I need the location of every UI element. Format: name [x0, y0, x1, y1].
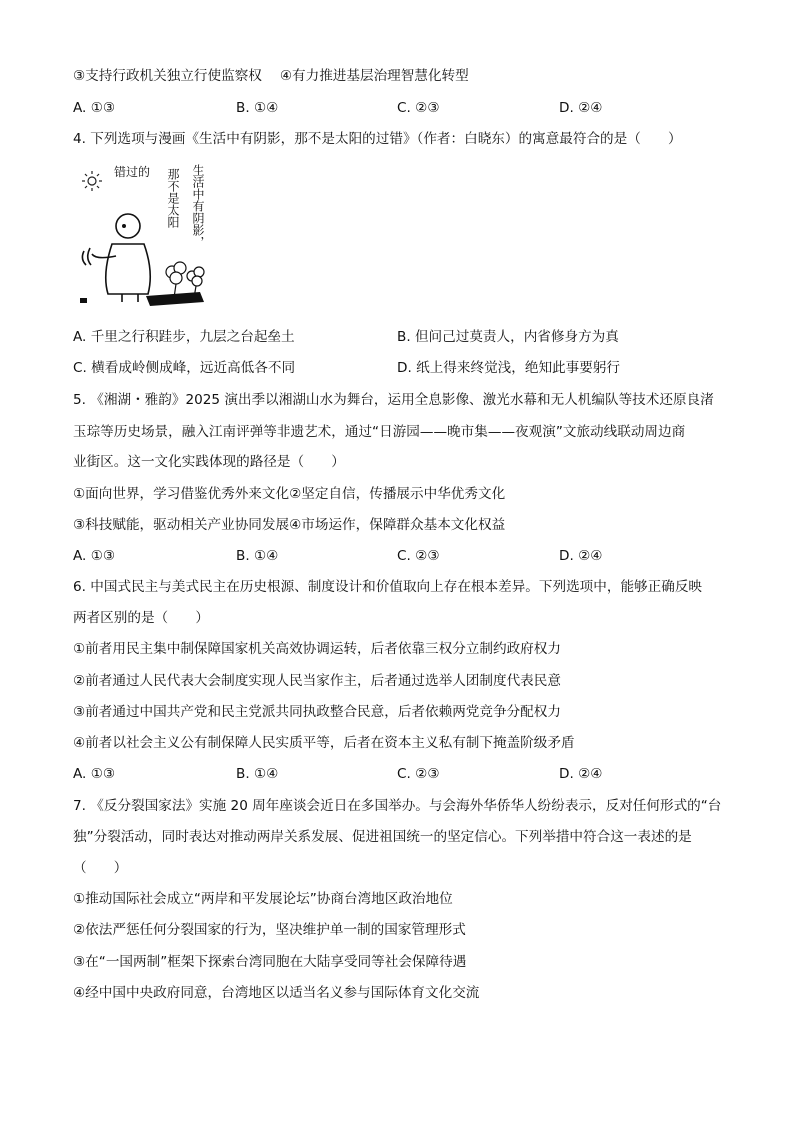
q6-item-2: ②前者通过人民代表大会制度实现人民当家作主，后者通过选举人团制度代表民意 — [73, 673, 561, 689]
sun-icon — [82, 171, 102, 191]
q7-item-3: ③在“一国两制”框架下探索台湾同胞在大陆享受同等社会保障待遇 — [73, 954, 467, 970]
q6-item-4: ④前者以社会主义公有制保障人民实质平等，后者在资本主义私有制下掩盖阶级矛盾 — [73, 735, 575, 751]
option-c: C. ②③ — [397, 766, 440, 782]
cartoon-horizontal-title: 错过的 — [114, 165, 151, 179]
option-b: B. ①④ — [236, 766, 279, 782]
option-a: A. 千里之行积跬步，九层之台起垒土 — [73, 329, 295, 345]
q7-stem-line-3: （ ） — [73, 860, 128, 876]
option-d: D. ②④ — [559, 100, 603, 116]
option-c: C. ②③ — [397, 100, 440, 116]
option-b: B. ①④ — [236, 100, 279, 116]
cartoon-illustration — [76, 156, 224, 308]
cartoon-vertical-text-1: 那不是太阳 — [166, 168, 180, 228]
q5-item-line-1: ①面向世界，学习借鉴优秀外来文化②坚定自信，传播展示中华优秀文化 — [73, 486, 506, 502]
q6-item-3: ③前者通过中国共产党和民主党派共同执政整合民意，后者依赖两党竞争分配权力 — [73, 704, 561, 720]
option-a: A. ①③ — [73, 100, 116, 116]
option-a: A. ①③ — [73, 548, 116, 564]
q7-item-1: ①推动国际社会成立“两岸和平发展论坛”协商台湾地区政治地位 — [73, 891, 453, 907]
q6-stem-line-1: 6. 中国式民主与美式民主在历史根源、制度设计和价值取向上存在根本差异。下列选项中，能够正确反映 — [73, 579, 703, 595]
option-d: D. 纸上得来终觉浅，绝知此事要躬行 — [397, 360, 621, 376]
person-figure — [82, 214, 150, 302]
q5-stem-line-3: 业街区。这一文化实践体现的路径是（ ） — [73, 454, 345, 470]
cartoon-vertical-text-2: 生活中有阴影， — [191, 164, 205, 248]
option-d: D. ②④ — [559, 548, 603, 564]
option-a: A. ①③ — [73, 766, 116, 782]
option-c: C. 横看成岭侧成峰，远近高低各不同 — [73, 360, 296, 376]
q4-stem: 4. 下列选项与漫画《生活中有阴影，那不是太阳的过错》（作者：白晓东）的寓意最符合的是（ ） — [73, 131, 682, 147]
option-c: C. ②③ — [397, 548, 440, 564]
q3-items-line: ③支持行政机关独立行使监察权 ④有力推进基层治理智慧化转型 — [73, 68, 469, 84]
q7-item-4: ④经中国中央政府同意，台湾地区以适当名义参与国际体育文化交流 — [73, 985, 480, 1001]
option-b: B. 但问己过莫责人，内省修身方为真 — [397, 329, 619, 345]
q6-stem-line-2: 两者区别的是（ ） — [73, 610, 209, 626]
q6-item-1: ①前者用民主集中制保障国家机关高效协调运转，后者依靠三权分立制约政府权力 — [73, 641, 561, 657]
q7-stem-line-1: 7. 《反分裂国家法》实施 20 周年座谈会近日在多国举办。与会海外华侨华人纷纷表示，反对任何形式的“台 — [73, 798, 722, 814]
shadow-shape — [146, 292, 204, 306]
q5-item-line-2: ③科技赋能，驱动相关产业协同发展④市场运作，保障群众基本文化权益 — [73, 517, 506, 533]
q5-stem-line-1: 5. 《湘湖・雅韵》2025 演出季以湘湖山水为舞台，运用全息影像、激光水幕和无人机编队等技术还原良渚 — [73, 392, 714, 408]
q7-item-2: ②依法严惩任何分裂国家的行为，坚决维护单一制的国家管理形式 — [73, 922, 466, 938]
q7-stem-line-2: 独”分裂活动，同时表达对推动两岸关系发展、促进祖国统一的坚定信心。下列举措中符合这一表述的是 — [73, 829, 692, 845]
option-b: B. ①④ — [236, 548, 279, 564]
option-d: D. ②④ — [559, 766, 603, 782]
ground-mark — [80, 298, 87, 303]
q5-stem-line-2: 玉琮等历史场景，融入江南评弹等非遗艺术，通过“日游园——晚市集——夜观演”文旅动线联动周边商 — [73, 424, 686, 440]
